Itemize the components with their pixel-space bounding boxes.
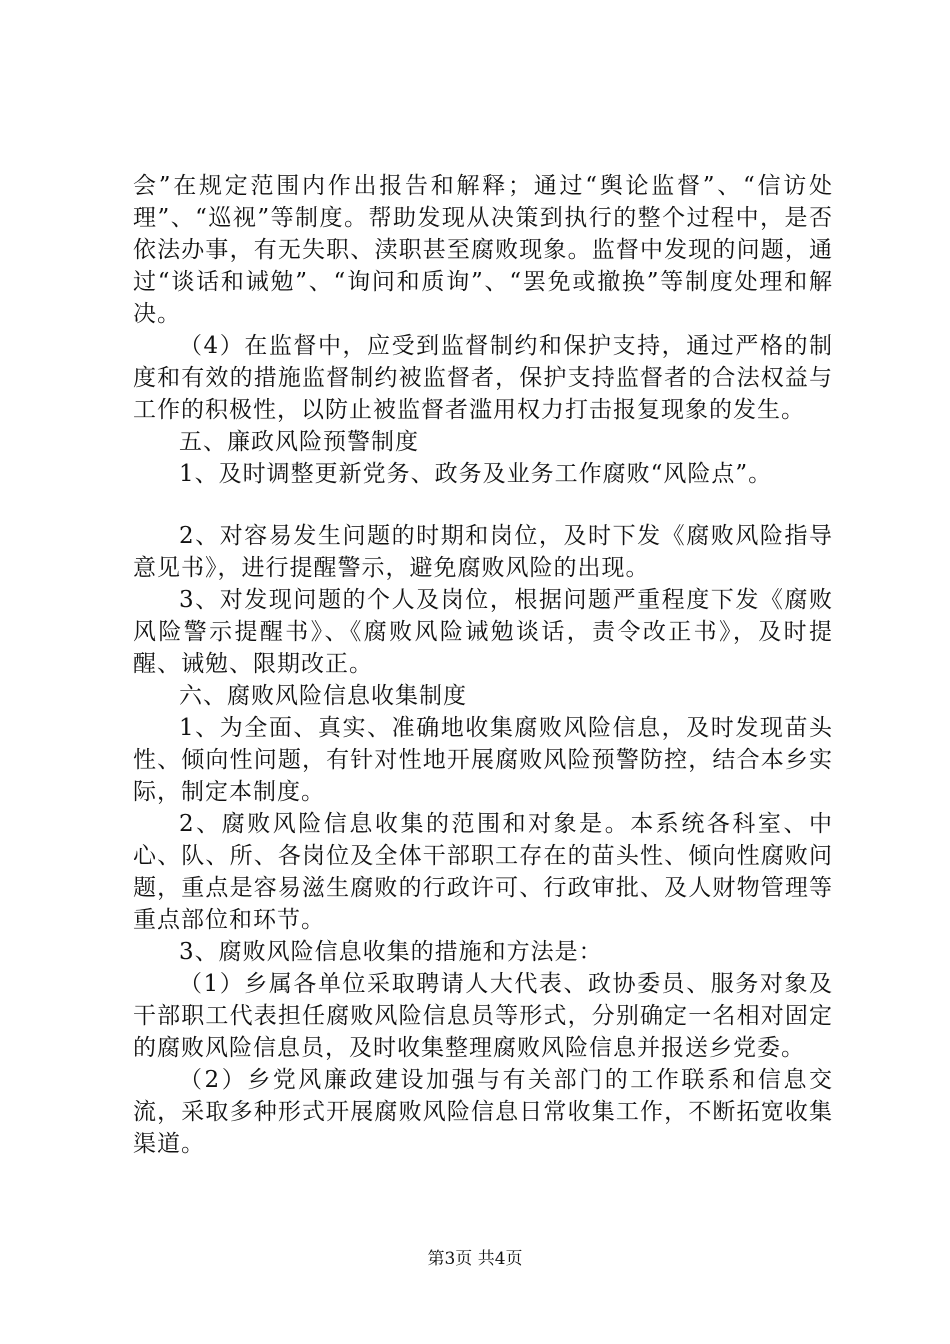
paragraph-5-item-2: 2、对容易发生问题的时期和岗位，及时下发《腐败风险指导意见书》，进行提醒警示，避免腐败风险的出现。 — [133, 523, 833, 581]
paragraph-6-subitem-1: （1）乡属各单位采取聘请人大代表、政协委员、服务对象及干部职工代表担任腐败风险信息员等形式，分别确定一名相对固定的腐败风险信息员，及时收集整理腐败风险信息并报送乡党委。 — [133, 971, 833, 1061]
page-number-footer: 第3页 共4页 — [427, 1249, 523, 1269]
paragraph-5-item-1: 1、及时调整更新党务、政务及业务工作腐败“风险点”。 — [179, 461, 773, 487]
paragraph-spacer — [133, 490, 833, 520]
document-body — [133, 170, 833, 1160]
paragraph-6-item-1: 1、为全面、真实、准确地收集腐败风险信息，及时发现苗头性、倾向性问题，有针对性地开展腐败风险预警防控，结合本乡实际，制定本制度。 — [133, 715, 833, 805]
paragraph-supervision-item-4: （4）在监督中，应受到监督制约和保护支持，通过严格的制度和有效的措施监督制约被监督者，保护支持监督者的合法权益与工作的积极性，以防止被监督者滥用权力打击报复现象的发生。 — [133, 333, 833, 423]
paragraph-6-subitem-2: （2）乡党风廉政建设加强与有关部门的工作联系和信息交流，采取多种形式开展腐败风险信息日常收集工作，不断拓宽收集渠道。 — [133, 1067, 833, 1157]
paragraph-5-item-3: 3、对发现问题的个人及岗位，根据问题严重程度下发《腐败风险警示提醒书》、《腐败风险诫勉谈话，责令改正书》，及时提醒、诫勉、限期改正。 — [133, 587, 833, 677]
paragraph-6-item-2: 2、腐败风险信息收集的范围和对象是。本系统各科室、中心、队、所、各岗位及全体干部职工存在的苗头性、倾向性腐败问题，重点是容易滋生腐败的行政许可、行政审批、及人财物管理等重点部位和环节。 — [133, 811, 833, 933]
paragraph-6-item-3: 3、腐败风险信息收集的措施和方法是： — [179, 939, 603, 965]
section-heading-5: 五、廉政风险预警制度 — [179, 429, 419, 455]
paragraph-supervision-continued: 会”在规定范围内作出报告和解释；通过“舆论监督”、“信访处理”、“巡视”等制度。帮助发现从决策到执行的整个过程中，是否依法办事，有无失职、渎职甚至腐败现象。监督中发现的问题，通过“谈话和诫勉”、“询问和质询”、“罢免或撤换”等制度处理和解决。 — [133, 173, 833, 327]
section-heading-6: 六、腐败风险信息收集制度 — [179, 683, 467, 709]
